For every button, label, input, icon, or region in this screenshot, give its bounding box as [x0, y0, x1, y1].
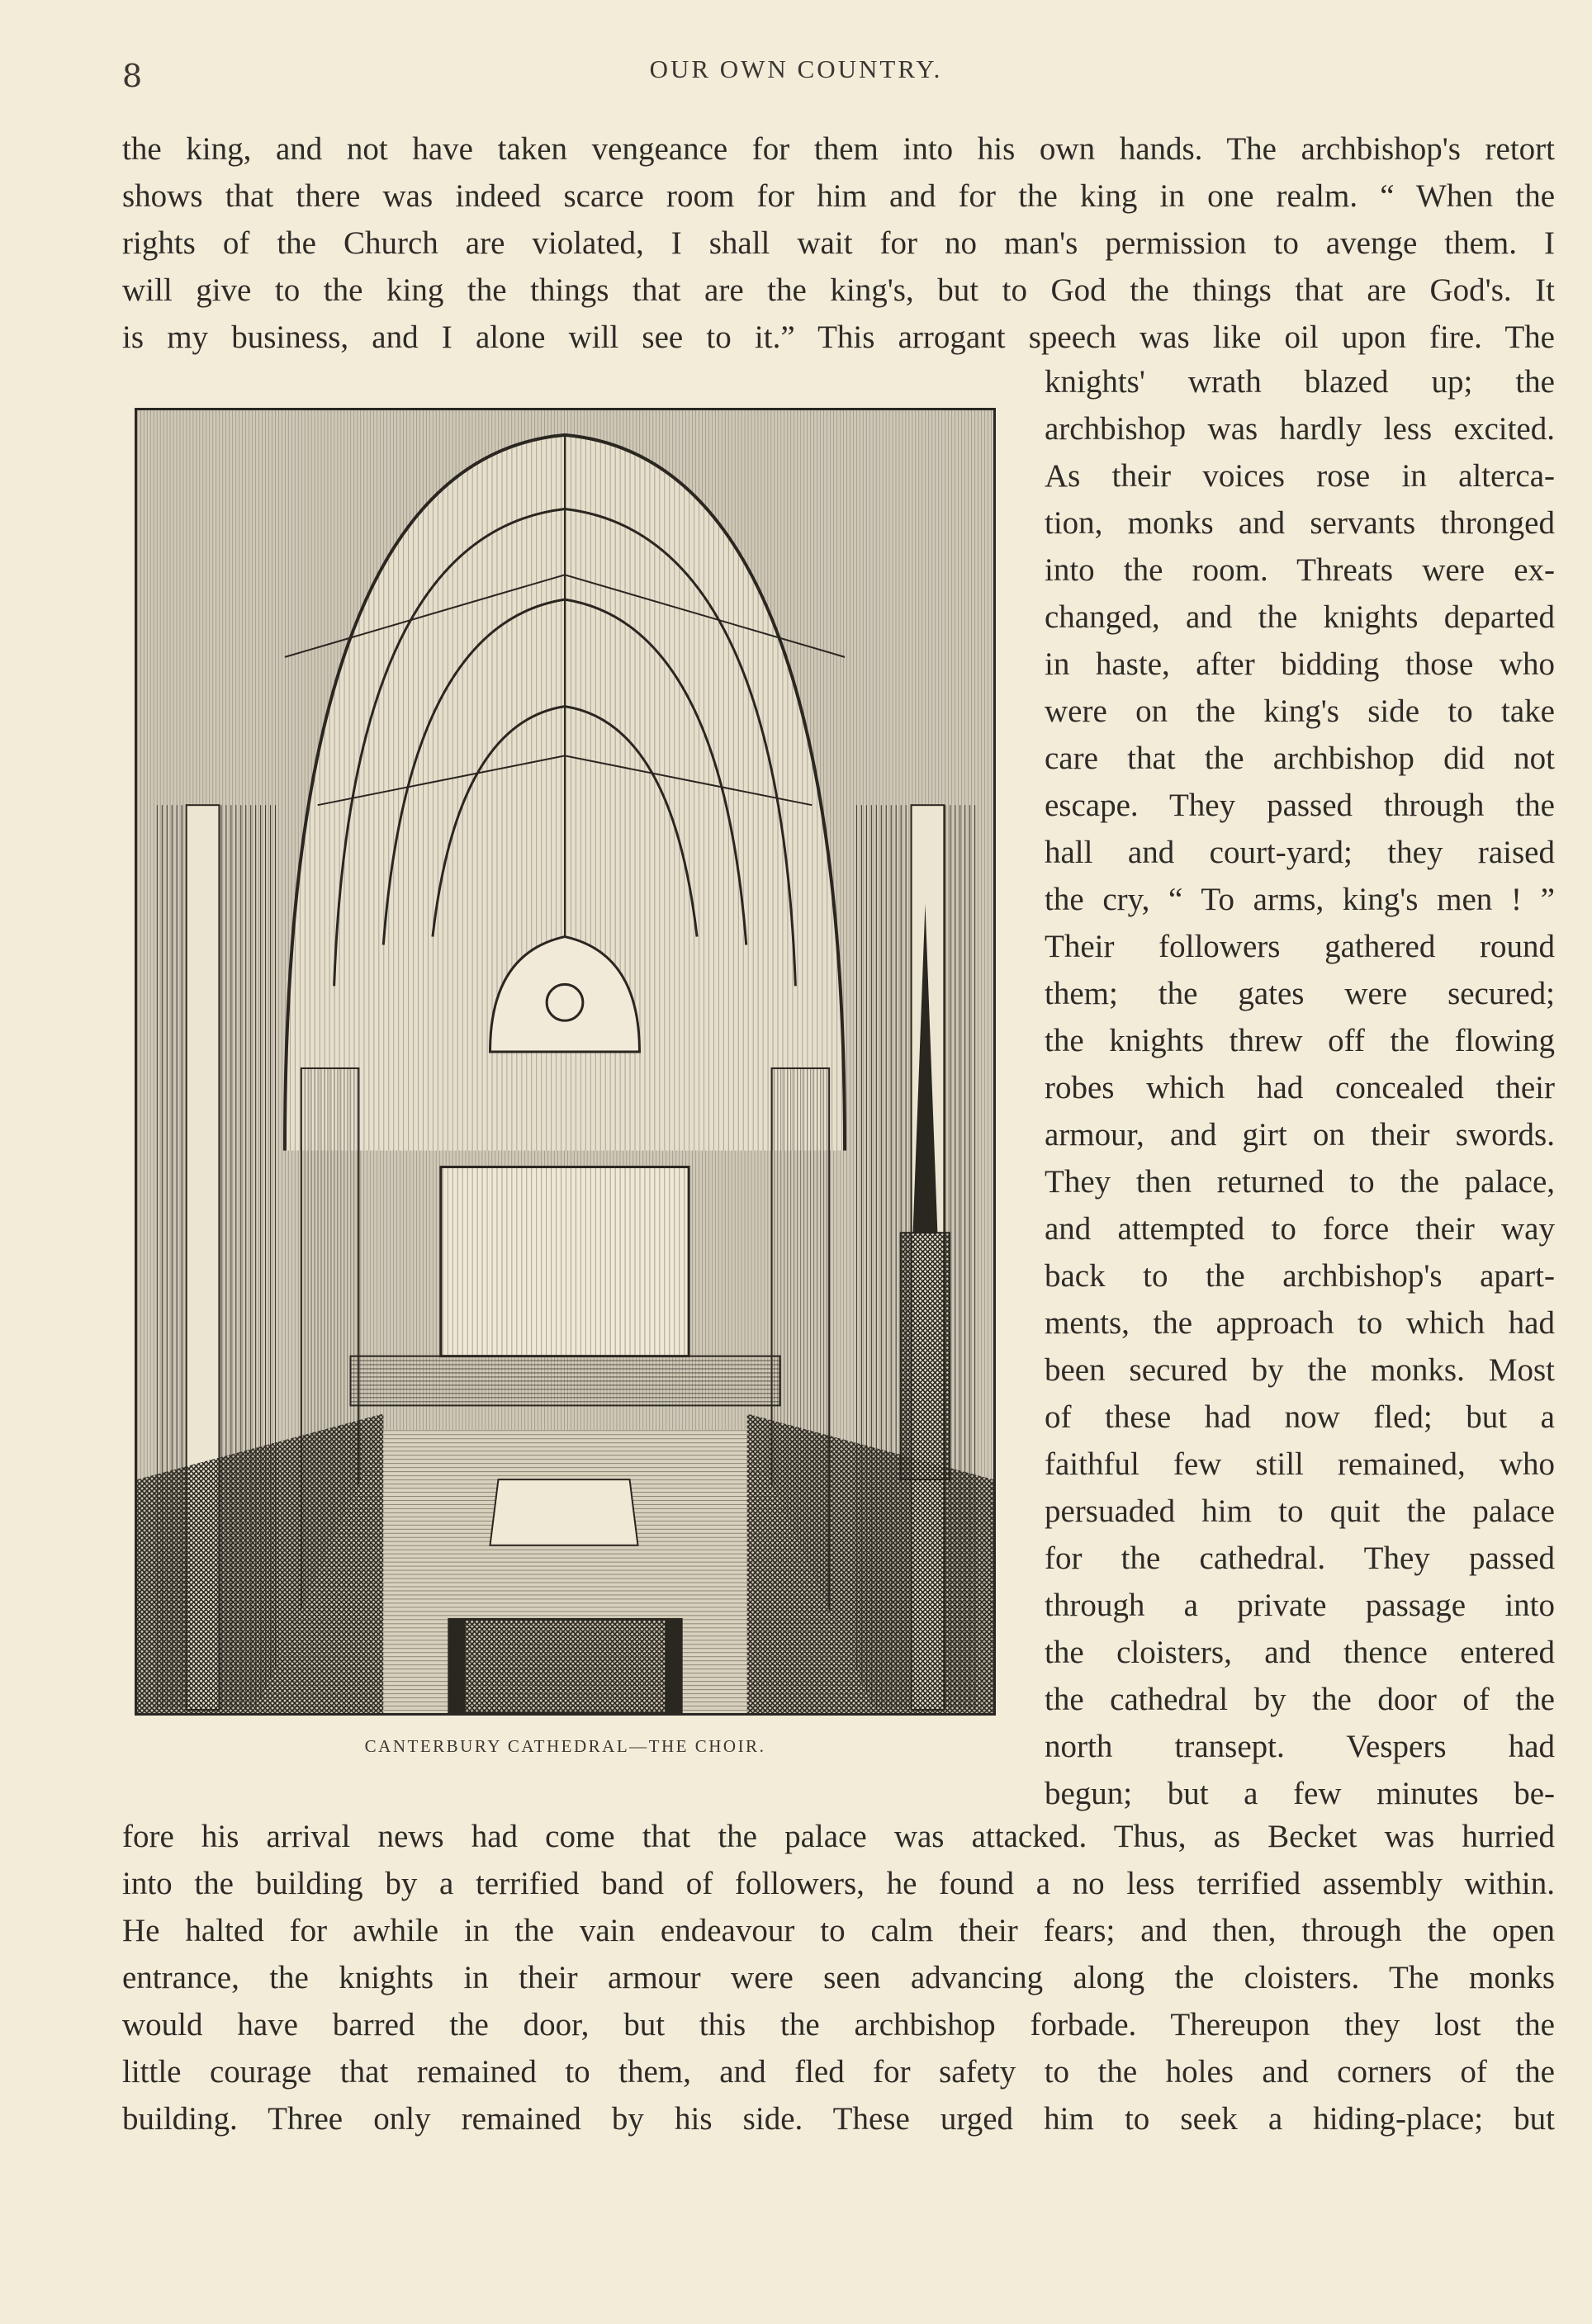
top-paragraph: [122, 125, 1555, 361]
text-line: would have barred the door, but this the archbishop forbade. Thereupon they lost the: [122, 2007, 1555, 2042]
text-line: for the cathedral. They passed: [1045, 1541, 1555, 1576]
text-line: ments, the approach to which had: [1045, 1305, 1555, 1341]
text-line: He halted for awhile in the vain endeavour to calm their fears; and then, through the open: [122, 1913, 1555, 1948]
text-line: hall and court-yard; they raised: [1045, 835, 1555, 870]
text-line: and attempted to force their way: [1045, 1211, 1555, 1247]
cathedral-engraving: [135, 408, 996, 1716]
text-line: tion, monks and servants thronged: [1045, 505, 1555, 541]
text-line: persuaded him to quit the palace: [1045, 1493, 1555, 1529]
text-line: As their voices rose in alterca-: [1045, 458, 1555, 494]
text-line: the king, and not have taken vengeance for them into his own hands. The archbishop's retort: [122, 131, 1555, 167]
text-line: been secured by the monks. Most: [1045, 1352, 1555, 1388]
text-line: of these had now fled; but a: [1045, 1399, 1555, 1435]
text-line: into the building by a terrified band of followers, he found a no less terrified assembly within.: [122, 1866, 1555, 1901]
text-line: rights of the Church are violated, I shall wait for no man's permission to avenge them. I: [122, 225, 1555, 261]
text-line: back to the archbishop's apart-: [1045, 1258, 1555, 1294]
text-line: were on the king's side to take: [1045, 693, 1555, 729]
text-line: changed, and the knights departed: [1045, 599, 1555, 635]
text-line: faithful few still remained, who: [1045, 1446, 1555, 1482]
text-line: the cry, “ To arms, king's men ! ”: [1045, 882, 1555, 917]
text-line: entrance, the knights in their armour were seen advancing along the cloisters. The monks: [122, 1960, 1555, 1995]
illustration-caption: CANTERBURY CATHEDRAL—THE CHOIR.: [364, 1736, 766, 1756]
text-line: the cathedral by the door of the: [1045, 1682, 1555, 1717]
running-head: OUR OWN COUNTRY.: [649, 54, 943, 83]
text-line: north transept. Vespers had: [1045, 1729, 1555, 1764]
text-line: robes which had concealed their: [1045, 1070, 1555, 1105]
text-line: in haste, after bidding those who: [1045, 646, 1555, 682]
bottom-paragraph: [122, 1813, 1555, 2142]
text-line: They then returned to the palace,: [1045, 1164, 1555, 1200]
text-line: shows that there was indeed scarce room for him and for the king in one realm. “ When the: [122, 178, 1555, 214]
text-line: little courage that remained to them, and fled for safety to the holes and corners of the: [122, 2054, 1555, 2090]
text-line: will give to the king the things that are the king's, but to God the things that are God's. It: [122, 272, 1555, 308]
text-line: into the room. Threats were ex-: [1045, 552, 1555, 588]
text-line: begun; but a few minutes be-: [1045, 1776, 1555, 1811]
side-column-text: [1045, 358, 1555, 1817]
text-line: fore his arrival news had come that the palace was attacked. Thus, as Becket was hurried: [122, 1819, 1555, 1854]
text-line: archbishop was hardly less excited.: [1045, 411, 1555, 447]
text-line: is my business, and I alone will see to it.” This arrogant speech was like oil upon fire. The: [122, 319, 1555, 355]
text-line: building. Three only remained by his side. These urged him to seek a hiding-place; but: [122, 2101, 1555, 2137]
text-line: Their followers gathered round: [1045, 929, 1555, 964]
text-line: through a private passage into: [1045, 1588, 1555, 1623]
text-line: care that the archbishop did not: [1045, 741, 1555, 776]
text-line: them; the gates were secured;: [1045, 976, 1555, 1011]
text-line: escape. They passed through the: [1045, 788, 1555, 823]
text-line: armour, and girt on their swords.: [1045, 1117, 1555, 1153]
page-number: 8: [122, 58, 143, 94]
text-line: the cloisters, and thence entered: [1045, 1635, 1555, 1670]
text-line: the knights threw off the flowing: [1045, 1023, 1555, 1058]
text-line: knights' wrath blazed up; the: [1045, 364, 1555, 400]
